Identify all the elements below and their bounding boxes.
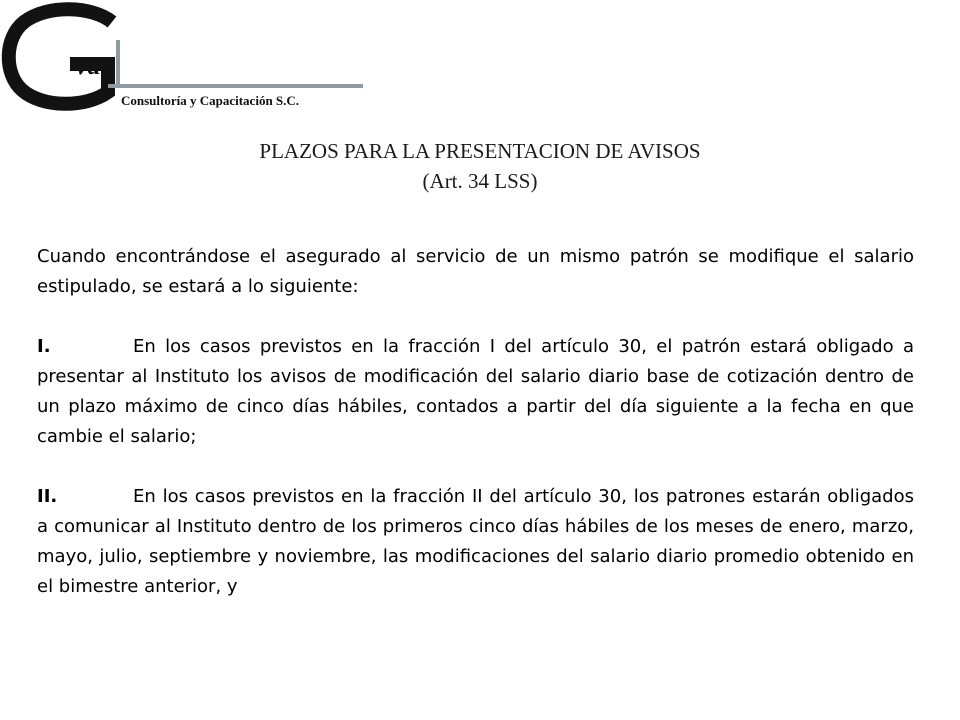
item-number: II. (37, 486, 58, 507)
logo-company-name: Consultoría y Capacitación S.C. (121, 93, 300, 108)
gva-logo-graphic (0, 0, 380, 120)
intro-paragraph: Cuando encontrándose el asegurado al servicio de un mismo patrón se modifique el salario estipulado, se estará a lo siguiente: (37, 246, 914, 297)
title-line-1: PLAZOS PARA LA PRESENTACION DE AVISOS (259, 139, 701, 163)
item-number: I. (37, 336, 51, 357)
item-paragraph-2 (37, 482, 914, 602)
title-line-2: (Art. 34 LSS) (422, 169, 538, 193)
body-text (37, 242, 914, 602)
company-logo (0, 0, 380, 120)
item-text: En los casos previstos en la fracción II del artículo 30, los patrones estarán obligados a comunicar al Instituto dentro de los primeros cinco días hábiles de los meses de enero, marzo, mayo, julio, septiembre y noviembre, las modificaciones del salario diario promedio obtenido en el bimestre anterior, y (37, 486, 914, 597)
item-text: En los casos previstos en la fracción I del artículo 30, el patrón estará obligado a presentar al Instituto los avisos de modificación del salario diario base de cotización dentro de un plazo máximo de cinco días hábiles, contados a partir del día siguiente a la fecha en que cambie el salario; (37, 336, 914, 447)
logo-monogram: va (76, 51, 101, 80)
page-title (0, 136, 960, 196)
item-paragraph-1 (37, 332, 914, 452)
